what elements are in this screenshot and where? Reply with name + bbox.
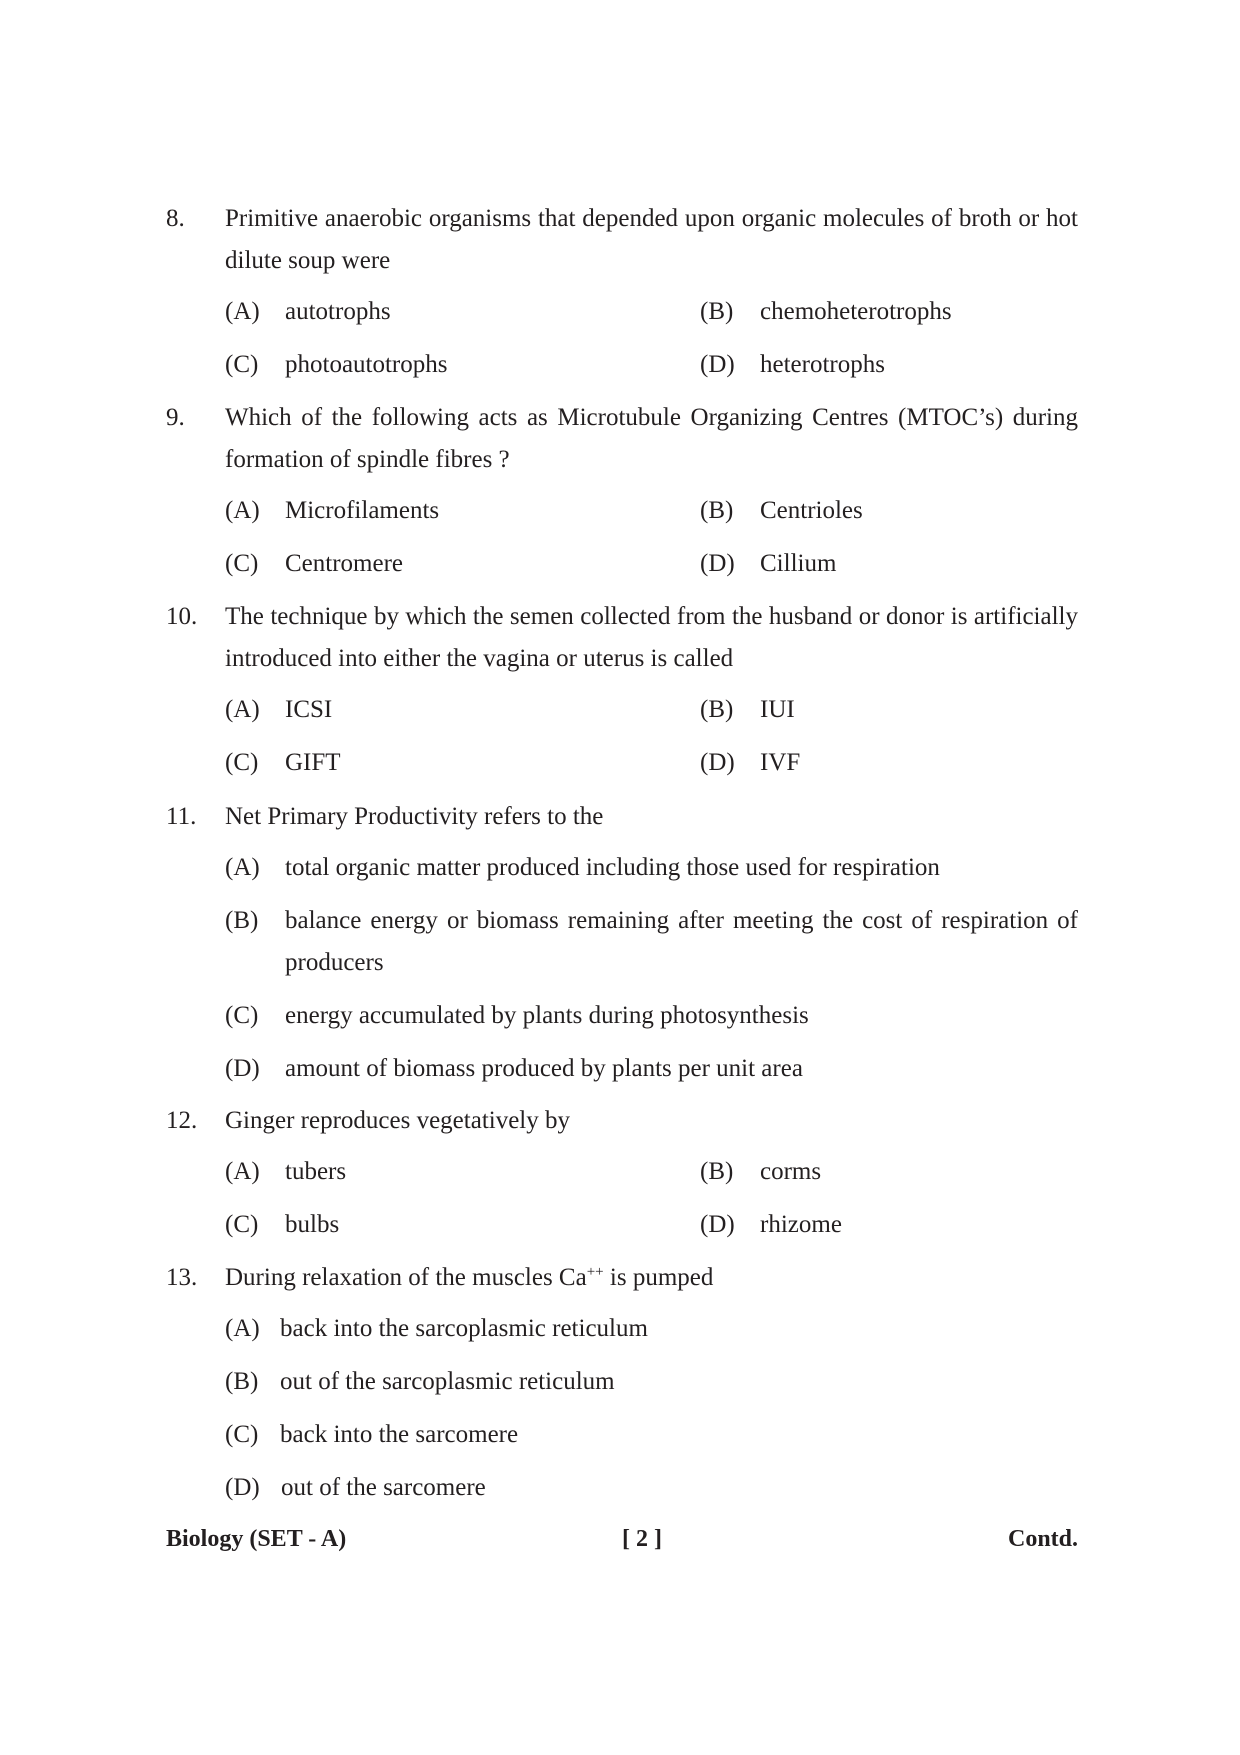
calcium-charge: ++ [586,1264,604,1280]
question-8 [166,198,1078,397]
question-number: 12. [166,1107,198,1134]
option-text: ICSI [285,696,333,723]
option-c [225,742,341,784]
option-b [225,1361,1078,1403]
option-label: (A) [225,696,260,723]
option-label: (D) [225,1474,260,1501]
question-text: Ginger reproduces vegetatively by [225,1107,571,1134]
option-text: out of the sarcoplasmic reticulum [280,1368,615,1395]
option-a [225,1151,346,1193]
option-text: IUI [760,696,795,723]
option-label: (B) [225,1368,259,1395]
option-label: (A) [225,1315,260,1342]
question-text: The technique by which the semen collected from the husband or donor is artificially introduced into either the vagina or uterus is called [225,603,1078,672]
option-text: Cillium [760,550,837,577]
footer-contd: Contd. [1008,1526,1079,1552]
option-c [225,1414,1078,1456]
option-label: (C) [225,1002,259,1029]
option-label: (B) [700,497,734,524]
option-label: (C) [225,1421,259,1448]
option-a [225,847,1078,889]
option-d [700,344,885,386]
option-label: (C) [225,749,259,776]
option-text: rhizome [760,1211,842,1238]
option-c [225,1204,339,1246]
option-row [225,742,1078,795]
option-label: (D) [700,351,735,378]
option-text: back into the sarcoplasmic reticulum [280,1315,648,1342]
option-text: back into the sarcomere [280,1421,519,1448]
question-13 [166,1257,1078,1520]
option-b [700,490,863,532]
option-d [225,1467,1078,1509]
option-c [225,344,448,386]
option-a [225,1308,1078,1350]
option-row [225,1151,1078,1204]
option-text: chemoheterotrophs [760,298,952,325]
option-text: Centrioles [760,497,863,524]
option-text: heterotrophs [760,351,885,378]
option-text: Microfilaments [285,497,440,524]
question-text [225,1257,1078,1299]
option-label: (C) [225,351,259,378]
option-c [225,995,1078,1037]
option-label: (D) [700,1211,735,1238]
footer-page-number: [ 2 ] [622,1526,662,1552]
option-label: (D) [700,550,735,577]
option-text: tubers [285,1158,347,1185]
option-d [225,1048,1078,1090]
option-label: (C) [225,550,259,577]
question-11 [166,796,1078,1101]
option-text: autotrophs [285,298,391,325]
question-number: 9. [166,404,185,431]
option-label: (A) [225,298,260,325]
question-text: Net Primary Productivity refers to the [225,803,604,830]
option-text: IVF [760,749,801,776]
option-text: corms [760,1158,822,1185]
option-a [225,291,391,333]
option-b [700,291,952,333]
option-label: (A) [225,497,260,524]
question-text-main: During relaxation of the muscles Ca [225,1264,587,1291]
option-b [225,900,1078,984]
option-text: out of the sarcomere [281,1474,486,1501]
option-row [225,1204,1078,1257]
question-9 [166,397,1078,596]
option-d [700,543,836,585]
question-number: 8. [166,205,185,232]
option-c [225,543,403,585]
question-number: 10. [166,603,198,630]
option-d [700,742,800,784]
option-label: (D) [700,749,735,776]
option-text: photoautotrophs [285,351,448,378]
question-number: 13. [166,1264,198,1291]
question-10 [166,596,1078,795]
option-text: total organic matter produced including those used for respiration [285,854,940,881]
option-text: balance energy or biomass remaining after meeting the cost of respiration of producers [285,907,1078,976]
option-b [700,1151,821,1193]
option-text: bulbs [285,1211,340,1238]
question-12 [166,1100,1078,1257]
option-d [700,1204,842,1246]
option-row [225,291,1078,344]
option-b [700,689,795,731]
option-a [225,689,332,731]
option-text: amount of biomass produced by plants per unit area [285,1055,803,1082]
option-label: (D) [225,1055,260,1082]
option-label: (B) [700,1158,734,1185]
option-label: (B) [700,298,734,325]
question-text: Primitive anaerobic organisms that depended upon organic molecules of broth or hot dilute soup were [225,205,1078,274]
option-label: (C) [225,1211,259,1238]
option-text: energy accumulated by plants during photosynthesis [285,1002,809,1029]
option-row [225,490,1078,543]
question-text: Which of the following acts as Microtubule Organizing Centres (MTOC’s) during formation of spindle fibres ? [225,404,1078,473]
option-row [225,344,1078,397]
option-a [225,490,439,532]
option-text: Centromere [285,550,404,577]
question-text-end: is pumped [603,1264,714,1291]
option-label: (B) [700,696,734,723]
option-row [225,689,1078,742]
option-label: (B) [225,907,259,934]
option-text: GIFT [285,749,341,776]
option-label: (A) [225,1158,260,1185]
question-number: 11. [166,803,197,830]
option-row [225,543,1078,596]
footer-subject: Biology (SET - A) [166,1526,347,1552]
option-label: (A) [225,854,260,881]
